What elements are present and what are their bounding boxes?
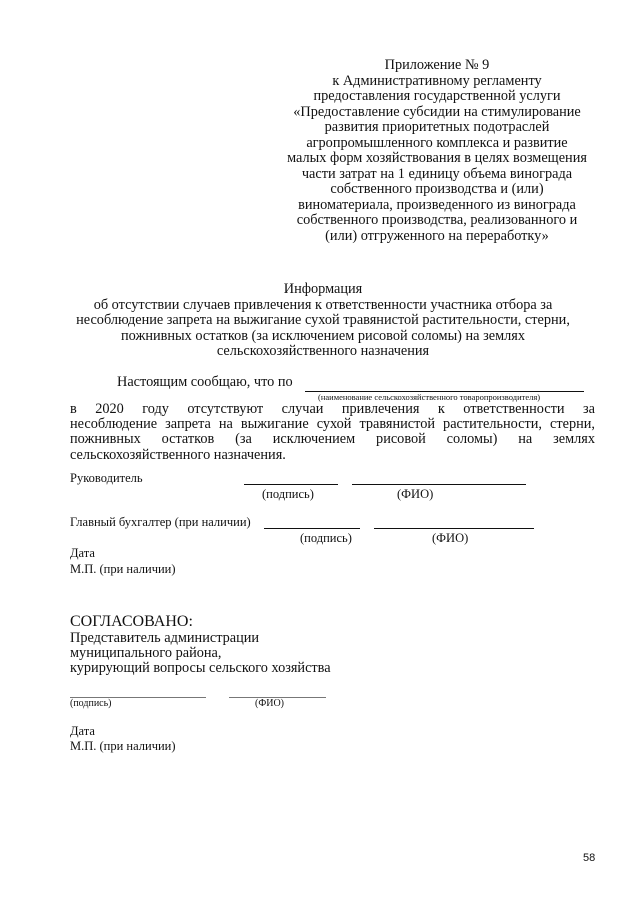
approval-name-caption: (ФИО) — [255, 698, 285, 709]
info-subtitle-line: сельскохозяйственного назначения — [216, 343, 430, 359]
appendix-line: собственного производства и (или) — [330, 181, 544, 197]
accountant-name-caption: (ФИО) — [432, 531, 469, 545]
statement-line: несоблюдение запрета на выжигание сухой травянистой растительности, стерни, — [70, 416, 595, 432]
head-label: Руководитель — [70, 471, 143, 485]
accountant-signature-line — [264, 528, 360, 529]
statement-line: пожнивных остатков (за исключением рисовой соломы) на землях — [70, 431, 595, 447]
appendix-line: (или) отгруженного на переработку» — [325, 227, 549, 244]
appendix-line: агропромышленного комплекса и развитие — [306, 134, 568, 151]
approval-signature-caption: (подпись) — [70, 698, 112, 709]
appendix-line: виноматериала, произведенного из винограда — [298, 196, 576, 213]
appendix-header — [262, 58, 612, 244]
head-name-caption: (ФИО) — [397, 487, 434, 501]
statement-intro: Настоящим сообщаю, что по — [117, 374, 293, 390]
producer-name-hint: (наименование сельскохозяйственного товаропроизводителя) — [318, 392, 541, 402]
appendix-line: собственного производства, реализованного и — [296, 212, 578, 228]
appendix-line: «Предоставление субсидии на стимулирование — [293, 103, 581, 120]
head-name-line — [352, 484, 526, 485]
statement-line-last: сельскохозяйственного назначения. — [70, 447, 286, 463]
approval-stamp-label: М.П. (при наличии) — [70, 739, 176, 753]
approval-heading: СОГЛАСОВАНО: — [70, 613, 193, 630]
appendix-line: к Административному регламенту — [332, 72, 542, 89]
accountant-label: Главный бухгалтер (при наличии) — [70, 515, 251, 529]
head-signature-line — [244, 484, 338, 485]
info-title-block — [40, 282, 606, 360]
approval-line: муниципального района, — [70, 645, 222, 661]
info-title: Информация — [283, 281, 363, 297]
approval-line: курирующий вопросы сельского хозяйства — [70, 660, 331, 676]
appendix-line: части затрат на 1 единицу объема винограда — [301, 165, 573, 182]
accountant-signature-caption: (подпись) — [300, 531, 352, 545]
accountant-name-line — [374, 528, 534, 529]
approval-date-label: Дата — [70, 724, 95, 738]
appendix-line: малых форм хозяйствования в целях возмещения — [287, 150, 587, 166]
head-signature-caption: (подпись) — [262, 487, 314, 501]
approval-line: Представитель администрации — [70, 630, 260, 646]
appendix-line: Приложение № 9 — [384, 57, 490, 73]
date-label: Дата — [70, 546, 95, 560]
appendix-line: развития приоритетных подотраслей — [324, 119, 550, 135]
statement-line: в 2020 году отсутствуют случаи привлечения к ответственности за — [70, 401, 595, 417]
stamp-label: М.П. (при наличии) — [70, 562, 176, 576]
page-number: 58 — [583, 852, 596, 864]
info-subtitle-line: об отсутствии случаев привлечения к ответственности участника отбора за — [93, 296, 553, 313]
info-subtitle-line: несоблюдение запрета на выжигание сухой травянистой растительности, стерни, — [76, 312, 570, 328]
appendix-line: предоставления государственной услуги — [313, 88, 561, 104]
info-subtitle-line: пожнивных остатков (за исключением рисовой соломы) на землях — [121, 327, 525, 344]
